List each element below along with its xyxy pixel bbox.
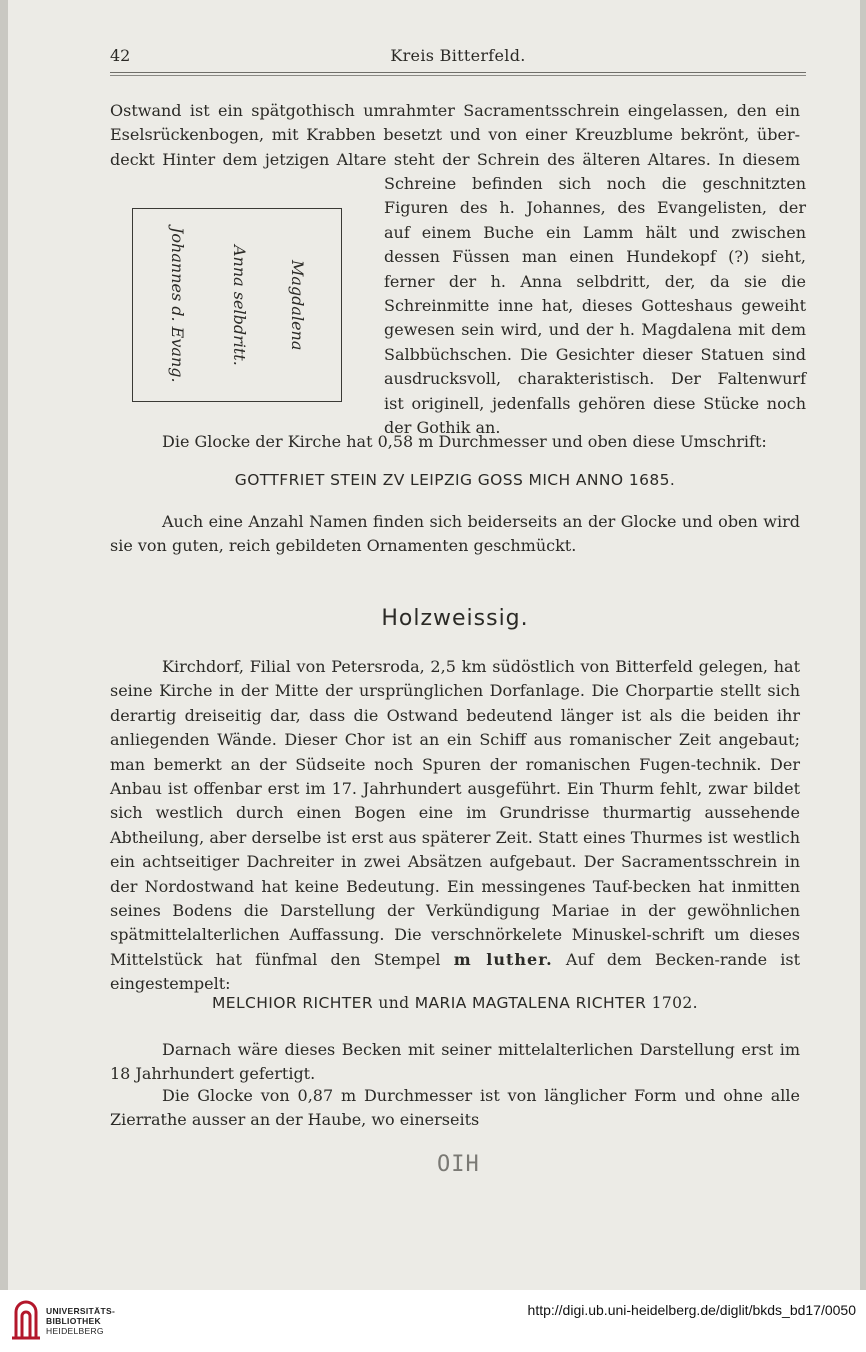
paragraph-holzweissig	[110, 655, 800, 997]
paragraph-text: Kirchdorf, Filial von Petersroda, 2,5 km südöstlich von Bitterfeld gelegen, hat seine Kirche in der Mitte der ursprünglichen Dorfanlage. Die Chorpartie stellt sich derartig dreiseitig dar, dass die Ostwand bedeutend länger ist als die beiden ihr anliegenden Wände. Dieser Chor ist an ein Schiff aus romanischer Zeit angebaut; man bemerkt an der Südseite noch Spuren der romanischen Fugen-technik. Der Anbau ist offenbar erst im 17. Jahrhundert ausgeführt. Ein Thurm fehlt, zwar bildet sich westlich durch einen Bogen eine im Grundrisse thurmartig aussehende Abtheilung, aber derselbe ist erst aus späterer Zeit. Statt eines Thurmes ist westlich ein achtseitiger Dachreiter in zwei Absätzen aufgebaut. Der Sacramentsschrein in der Nordostwand hat keine Bedeutung. Ein messingenes Tauf-becken hat inmitten seines Bodens die Darstellung der Verkündigung Mariae in der gewöhnlichen spätmittelalterlichen Auffassung. Die verschnörkelete Minuskel-schrift um dieses Mittelstück hat fünfmal den Stempel	[110, 657, 800, 969]
running-title: Kreis Bitterfeld.	[390, 46, 526, 65]
text-line: der Gothik an.	[384, 418, 501, 438]
diagram-label-anna: Anna selbdritt.	[230, 244, 249, 366]
running-head	[110, 46, 806, 70]
diagram-label-magdalena: Magdalena	[288, 259, 307, 351]
header-rule	[110, 72, 806, 76]
text-line: Salbbüchschen. Die Gesichter dieser Statuen sind	[384, 344, 806, 364]
text-line: auf einem Buche ein Lamm hält und zwischen	[384, 222, 806, 242]
footer-bar	[0, 1290, 866, 1352]
paragraph-names: Auch eine Anzahl Namen finden sich beiderseits an der Glocke und oben wird sie von guten, reich gebildeten Ornamenten geschmückt.	[110, 512, 800, 556]
diagram-border-left	[132, 209, 133, 401]
inscription-year: 1702.	[651, 994, 698, 1012]
text-line: Ostwand ist ein spätgothisch umrahmter Sacramentsschrein eingelassen, den ein	[110, 101, 800, 120]
source-url-link[interactable]: http://digi.ub.uni-heidelberg.de/diglit/bkds_bd17/0050	[527, 1302, 856, 1318]
library-stamp: OIH	[437, 1152, 480, 1177]
logo-line: BIBLIOTHEK	[46, 1316, 101, 1326]
bell-sentence: Die Glocke der Kirche hat 0,58 m Durchmesser und oben diese Umschrift:	[162, 432, 767, 451]
stamp-mark-text: m luther.	[453, 949, 553, 969]
text-line: Eselsrückenbogen, mit Krabben besetzt und von einer Kreuzblume bekrönt, über-	[110, 125, 800, 145]
shrine-diagram	[132, 208, 342, 402]
library-logo[interactable]	[10, 1300, 140, 1342]
text-line: Figuren des h. Johannes, des Evangelisten, der	[384, 198, 806, 218]
diagram-border-right	[341, 209, 342, 401]
library-logo-icon	[10, 1300, 42, 1340]
inscription-name-2: MARIA MAGTALENA RICHTER	[414, 994, 647, 1012]
font-inscription	[110, 994, 800, 1012]
text-line: ist originell, jedenfalls gehören diese Stücke noch	[384, 393, 806, 413]
text-line: Schreinmitte inne hat, dieses Gotteshaus geweiht	[384, 296, 806, 316]
text-line: deckt Hinter dem jetzigen Altare steht der Schrein des älteren Altares. In diesem	[110, 149, 800, 169]
text-line: ferner der h. Anna selbdritt, der, da sie die	[384, 271, 806, 291]
paragraph-shrine-wrapped	[384, 172, 806, 440]
inscription-name-1: MELCHIOR RICHTER	[212, 994, 374, 1012]
logo-line: UNIVERSITÄTS-	[46, 1306, 116, 1316]
bell-inscription: GOTTFRIET STEIN ZV LEIPZIG GOSS MICH ANNO 1685.	[234, 471, 676, 489]
text-line: gewesen sein wird, und der h. Magdalena mit dem	[384, 320, 806, 340]
paragraph-dating: Darnach wäre dieses Becken mit seiner mittelalterlichen Darstellung erst im 18 Jahrhundert gefertigt.	[110, 1040, 800, 1084]
inscription-conjunction: und	[378, 994, 410, 1012]
paragraph-text: Auf dem Becken-rande ist eingestempelt:	[110, 949, 801, 994]
paragraph-bell: Die Glocke von 0,87 m Durchmesser ist von länglicher Form und ohne alle Zierrathe ausser an der Haube, wo einerseits	[110, 1086, 800, 1130]
page-number: 42	[110, 46, 131, 65]
paragraph-shrine	[110, 99, 800, 172]
diagram-label-johannes: Johannes d. Evang.	[168, 227, 187, 383]
logo-line: HEIDELBERG	[46, 1326, 104, 1336]
text-line: ausdrucksvoll, charakteristisch. Der Faltenwurf	[384, 369, 806, 389]
text-line: Schreine befinden sich noch die geschnitzten	[384, 174, 806, 193]
text-line: dessen Füssen man einen Hundekopf (?) sieht,	[384, 247, 806, 267]
section-heading: Holzweissig.	[381, 606, 529, 631]
library-logo-text	[46, 1306, 115, 1336]
